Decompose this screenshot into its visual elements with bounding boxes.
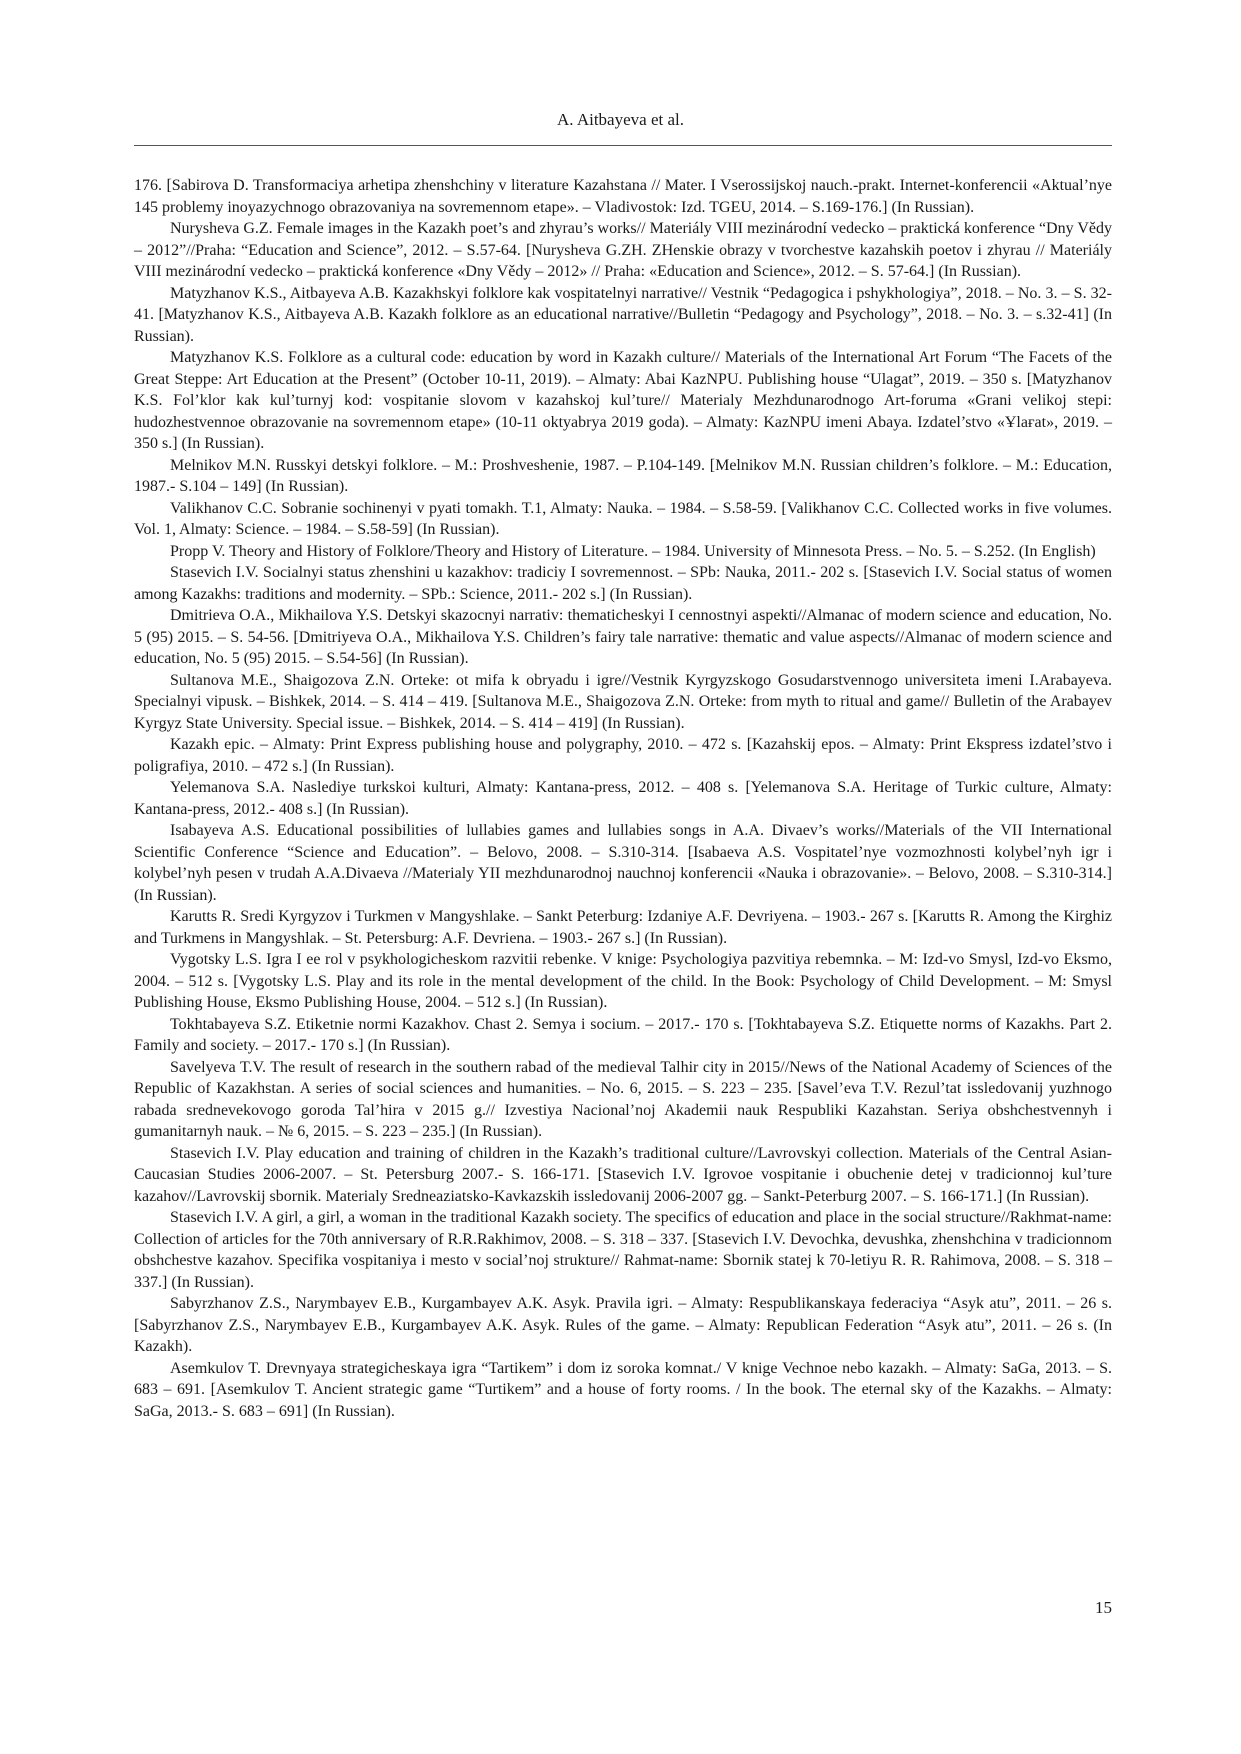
- reference-entry: Valikhanov C.C. Sobranie sochinenyi v pyati tomakh. T.1, Almaty: Nauka. – 1984. – S.58-59. [Valikhanov C.C. Collected works in five volumes. Vol. 1, Almaty: Science. – 1984. – S.58-59] (In Russian).: [134, 499, 1112, 538]
- page-number: 15: [1095, 1598, 1112, 1617]
- reference-entry: Melnikov M.N. Russkyi detskyi folklore. – M.: Proshveshenie, 1987. – P.104-149. [Melnikov M.N. Russian children’s folklore. – M.: Education, 1987.- S.104 – 149] (In Russian).: [134, 456, 1112, 495]
- reference-entry: Vygotsky L.S. Igra I ee rol v psykhologicheskom razvitii rebenke. V knige: Psychologiya pazvitiya rebemnka. – M: Izd-vo Smysl, Izd-vo Eksmo, 2004. – 512 s. [Vygotsky L.S. Play and its role in the mental development of the child. In the Book: Psychology of Child Development. – M: Smysl Publishing House, Eksmo Publishing House, 2004. – 512 s.] (In Russian).: [134, 951, 1112, 1011]
- reference-entry: Sabyrzhanov Z.S., Narymbayev E.B., Kurgambayev A.K. Asyk. Pravila igri. – Almaty: Respublikanskaya federaciya “Asyk atu”, 2011. – 26 s. [Sabyrzhanov Z.S., Narymbayev E.B., Kurgambayev A.K. Asyk. Rules of the game. – Almaty: Republican Federation “Asyk atu”, 2011. – 26 s. (In Kazakh).: [134, 1295, 1112, 1355]
- header-rule: [134, 145, 1112, 146]
- reference-entry: Propp V. Theory and History of Folklore/Theory and History of Literature. – 1984. University of Minnesota Press. – No. 5. – S.252. (In English): [170, 542, 1096, 560]
- reference-entry: Tokhtabayeva S.Z. Etiketnie normi Kazakhov. Chast 2. Semya i socium. – 2017.- 170 s. [Tokhtabayeva S.Z. Etiquette norms of Kazakhs. Part 2. Family and society. – 2017.- 170 s.] (In Russian).: [134, 1015, 1112, 1054]
- reference-entry: Matyzhanov K.S., Aitbayeva A.B. Kazakhskyi folklore kak vospitatelnyi narrative// Vestnik “Pedagogica i pshykhologiya”, 2018. – No. 3. – S. 32-41. [Matyzhanov K.S., Aitbayeva A.B. Kazakh folklore as an educational narrative//Bulletin “Pedagogy and Psychology”, 2018. – No. 3. – s.32-41] (In Russian).: [134, 284, 1112, 345]
- reference-entry: Stasevich I.V. Play education and training of children in the Kazakh’s traditional culture//Lavrovskyi collection. Materials of the Central Asian-Caucasian Studies 2006-2007. – St. Petersburg 2007.- S. 166-171. [Stasevich I.V. Igrovoe vospitanie i obuchenie detej v tradicionnoj kul’ture kazahov//Lavrovskij sbornik. Materialy Sredneaziatsko-Kavkazskih issledovanij 2006-2007 gg. – Sankt-Peterburg 2007. – S. 166-171.] (In Russian).: [134, 1144, 1112, 1205]
- running-head: A. Aitbayeva et al.: [557, 110, 684, 129]
- reference-entry: Sultanova M.E., Shaigozova Z.N. Orteke: ot mifa k obryadu i igre//Vestnik Kyrgyzskogo Gosudarstvennogo universiteta imeni I.Arabayeva. Specialnyi vipusk. – Bishkek, 2014. – S. 414 – 419. [Sultanova M.E., Shaigozova Z.N. Orteke: from myth to ritual and game// Bulletin of the Arabayev Kyrgyz State University. Special issue. – Bishkek, 2014. – S. 414 – 419] (In Russian).: [134, 671, 1112, 732]
- reference-entry: Dmitrieva O.A., Mikhailova Y.S. Detskyi skazocnyi narrativ: thematicheskyi I cennostnyi aspekti//Almanac of modern science and education, No. 5 (95) 2015. – S. 54-56. [Dmitriyeva O.A., Mikhailova Y.S. Children’s fairy tale narrative: thematic and value aspects//Almanac of modern science and education, No. 5 (95) 2015. – S.54-56] (In Russian).: [134, 607, 1112, 667]
- reference-entry: Nurysheva G.Z. Female images in the Kazakh poet’s and zhyrau’s works// Materiály VIII mezinárodní vedecko – praktická konference “Dny Vědy – 2012”//Praha: “Education and Science”, 2012. – S.57-64. [Nurysheva G.ZH. ZHenskie obrazy v tvorchestve kazahskih poetov i zhyrau // Materiály VIII mezinárodní vedecko – praktická konference «Dny Vědy – 2012» // Praha: «Education and Science», 2012. – S. 57-64.] (In Russian).: [134, 220, 1112, 280]
- reference-entry: Yelemanova S.A. Naslediye turkskoi kulturi, Almaty: Kantana-press, 2012. – 408 s. [Yelemanova S.A. Heritage of Turkic culture, Almaty: Kantana-press, 2012.- 408 s.] (In Russian).: [134, 779, 1112, 818]
- reference-entry: Savelyeva T.V. The result of research in the southern rabad of the medieval Talhir city in 2015//News of the National Academy of Sciences of the Republic of Kazakhstan. A series of social sciences and humanities. – No. 6, 2015. – S. 223 – 235. [Savel’eva T.V. Rezul’tat issledovanij yuzhnogo rabada srednevekovogo goroda Tal’hira v 2015 g.// Izvestiya Nacional’noj Akademii nauk Respubliki Kazahstan. Seriya obshchestvennyh i gumanitarnyh nauk. – № 6, 2015. – S. 223 – 235.] (In Russian).: [134, 1058, 1112, 1140]
- reference-entry: 176. [Sabirova D. Transformaciya arhetipa zhenshchiny v literature Kazahstana // Mater. I Vserossijskoj nauch.-prakt. Internet-konferencii «Aktual’nye 145 problemy inoyazychnogo obrazovaniya na sovremennom etape». – Vladivostok: Izd. TGEU, 2014. – S.169-176.] (In Russian).: [134, 177, 1112, 216]
- reference-entry: Asemkulov T. Drevnyaya strategicheskaya igra “Tartikem” i dom iz soroka komnat./ V knige Vechnoe nebo kazakh. – Almaty: SaGa, 2013. – S. 683 – 691. [Asemkulov T. Ancient strategic game “Turtikem” and a house of forty rooms. / In the book. The eternal sky of the Kazakhs. – Almaty: SaGa, 2013.- S. 683 – 691] (In Russian).: [134, 1359, 1112, 1420]
- reference-list: [134, 175, 1112, 1422]
- reference-entry: Isabayeva A.S. Educational possibilities of lullabies games and lullabies songs in A.A. Divaev’s works//Materials of the VII International Scientific Conference “Science and Education”. – Belovo, 2008. – S.310-314. [Isabaeva A.S. Vospitatel’nye vozmozhnosti kolybel’nyh igr i kolybel’nyh pesen v trudah A.A.Divaeva //Materialy YII mezhdunarodnoj nauchnoj konferencii «Nauka i obrazovanie». – Belovo, 2008. – S.310-314.] (In Russian).: [134, 822, 1112, 904]
- reference-entry: Kazakh epic. – Almaty: Print Express publishing house and polygraphy, 2010. – 472 s. [Kazahskij epos. – Almaty: Print Ekspress izdatel’stvo i poligrafiya, 2010. – 472 s.] (In Russian).: [134, 736, 1112, 775]
- reference-entry: Karutts R. Sredi Kyrgyzov i Turkmen v Mangyshlake. – Sankt Peterburg: Izdaniye A.F. Devriyena. – 1903.- 267 s. [Karutts R. Among the Kirghiz and Turkmens in Mangyshlak. – St. Petersburg: A.F. Devriena. – 1903.- 267 s.] (In Russian).: [134, 908, 1112, 947]
- reference-entry: Stasevich I.V. Socialnyi status zhenshini u kazakhov: tradiciy I sovremennost. – SPb: Nauka, 2011.- 202 s. [Stasevich I.V. Social status of women among Kazakhs: traditions and modernity. – SPb.: Science, 2011.- 202 s.] (In Russian).: [134, 564, 1112, 603]
- reference-entry: Stasevich I.V. A girl, a girl, a woman in the traditional Kazakh society. The specifics of education and place in the social structure//Rakhmat-name: Collection of articles for the 70th anniversary of R.R.Rakhimov, 2008. – S. 318 – 337. [Stasevich I.V. Devochka, devushka, zhenshchina v tradicionnom obshchestve kazahov. Specifika vospitaniya i mesto v social’noj strukture// Rahmat-name: Sbornik statej k 70-letiyu R. R. Rahimova, 2008. – S. 318 – 337.] (In Russian).: [134, 1209, 1112, 1291]
- reference-entry: Matyzhanov K.S. Folklore as a cultural code: education by word in Kazakh culture// Materials of the International Art Forum “The Facets of the Great Steppe: Art Education at the Present” (October 10-11, 2019). – Almaty: Abai KazNPU. Publishing house “Ulagat”, 2019. – 350 s. [Matyzhanov K.S. Fol’klor kak kul’turnyj kod: vospitanie slovom v kazahskoj kul’ture// Materialy Mezhdunarodnogo Art-foruma «Grani velikoj stepi: hudozhestvennoe obrazovanie na sovremennom etape» (10-11 oktyabrya 2019 goda). – Almaty: KazNPU imeni Abaya. Izdatel’stvo «Ұlaғat», 2019. – 350 s.] (In Russian).: [134, 349, 1112, 452]
